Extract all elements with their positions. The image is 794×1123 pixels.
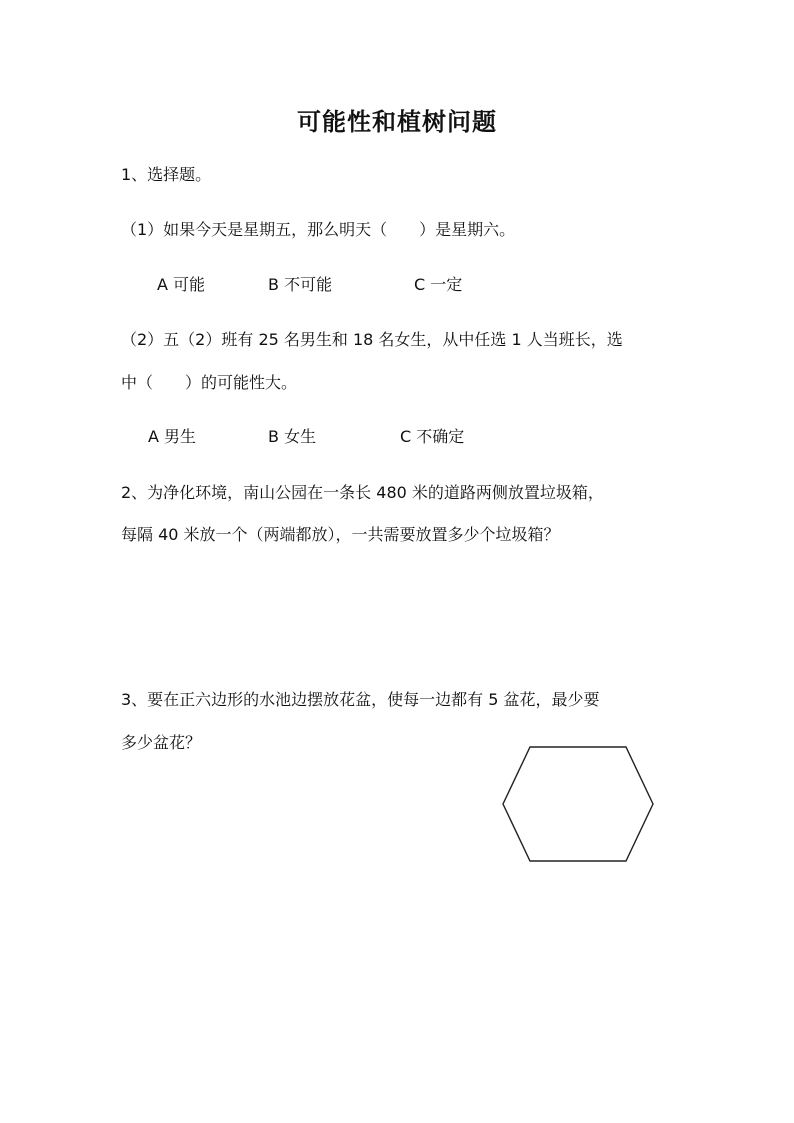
question-1-2-option-b: B 女生 <box>268 427 317 446</box>
question-3-line-2: 多少盆花？ <box>121 733 202 752</box>
question-1-heading: 1、选择题。 <box>121 165 212 184</box>
question-1-2-line-2: 中（ ）的可能性大。 <box>121 373 298 392</box>
question-1-1-option-c: C 一定 <box>414 275 463 294</box>
hexagon-figure <box>500 745 656 863</box>
page-title: 可能性和植树问题 <box>297 107 497 136</box>
question-2-line-2: 每隔 40 米放一个（两端都放），一共需要放置多少个垃圾箱？ <box>121 525 560 544</box>
hexagon-shape <box>503 747 653 861</box>
question-1-1-option-b: B 不可能 <box>268 275 333 294</box>
question-1-2-line-1: （2）五（2）班有 25 名男生和 18 名女生，从中任选 1 人当班长，选 <box>121 330 623 349</box>
question-1-1-option-a: A 可能 <box>157 275 206 294</box>
question-1-2-option-c: C 不确定 <box>400 427 465 446</box>
question-1-1-text: （1）如果今天是星期五，那么明天（ ）是星期六。 <box>121 220 516 239</box>
question-1-2-option-a: A 男生 <box>148 427 197 446</box>
question-2-line-1: 2、为净化环境，南山公园在一条长 480 米的道路两侧放置垃圾箱， <box>121 483 604 502</box>
question-3-line-1: 3、要在正六边形的水池边摆放花盆，使每一边都有 5 盆花，最少要 <box>121 690 600 709</box>
